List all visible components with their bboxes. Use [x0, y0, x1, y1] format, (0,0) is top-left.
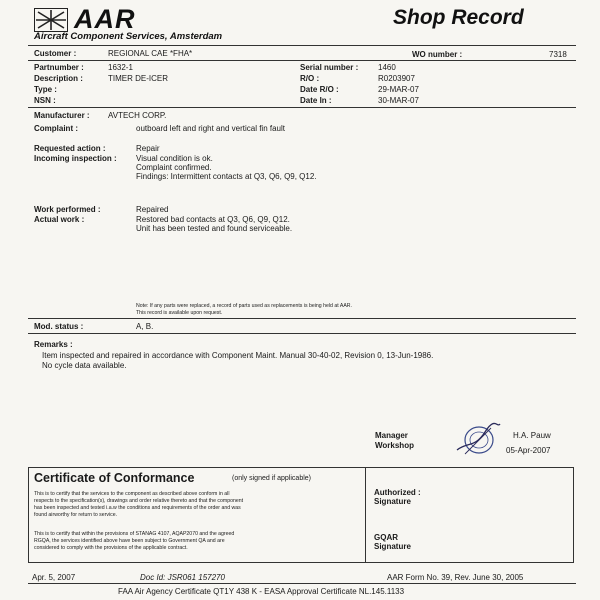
authorized-signature-label: Signature — [374, 497, 411, 506]
coc-para1-line: has been inspected and tested i.a.w the conditions and requirements of the order and was — [34, 505, 241, 511]
type-label: Type : — [34, 85, 57, 94]
mod-divider — [28, 333, 576, 334]
ro-label: R/O : — [300, 74, 320, 83]
footer-divider — [28, 583, 576, 584]
wo-value: 7318 — [549, 50, 567, 59]
incoming-line: Visual condition is ok. — [136, 154, 213, 163]
description-label: Description : — [34, 74, 83, 83]
ro-value: R0203907 — [378, 74, 415, 83]
actual-work-label: Actual work : — [34, 215, 85, 224]
customer-divider — [28, 60, 576, 61]
requested-action-label: Requested action : — [34, 144, 106, 153]
footer-form-number: AAR Form No. 39, Rev. June 30, 2005 — [387, 573, 524, 582]
workshop-label: Workshop — [375, 441, 414, 450]
parts-note-line: This record is available upon request. — [136, 310, 223, 316]
remarks-line: No cycle data available. — [42, 361, 127, 370]
header-divider — [28, 45, 576, 46]
manufacturer-label: Manufacturer : — [34, 111, 90, 120]
remarks-line: Item inspected and repaired in accordance with Component Maint. Manual 30-40-02, Revision 0, 13-Jun-1986. — [42, 351, 434, 360]
date-ro-label: Date R/O : — [300, 85, 339, 94]
work-performed-label: Work performed : — [34, 205, 101, 214]
aar-logo-icon — [34, 8, 68, 32]
coc-divider — [365, 467, 366, 563]
coc-para1-line: This is to certify that the services to the component as described above conform in all — [34, 491, 230, 497]
partnumber-value: 1632-1 — [108, 63, 133, 72]
parts-note-line: Note: If any parts were replaced, a record of parts used as replacements is being held at AAR. — [136, 303, 352, 309]
footer-date: Apr. 5, 2007 — [32, 573, 76, 582]
coc-title: Certificate of Conformance — [34, 471, 195, 485]
footer-certificate: FAA Air Agency Certificate QT1Y 438 K - EASA Approval Certificate NL.145.1133 — [118, 587, 405, 596]
actual-work-line: Restored bad contacts at Q3, Q6, Q9, Q12. — [136, 215, 290, 224]
incoming-line: Complaint confirmed. — [136, 163, 212, 172]
remarks-label: Remarks : — [34, 340, 73, 349]
requested-action-value: Repair — [136, 144, 160, 153]
wo-label: WO number : — [412, 50, 463, 59]
nsn-label: NSN : — [34, 96, 56, 105]
coc-para2-line: RGQA, the services identified above have been subject to Government QA and are — [34, 538, 225, 544]
serial-value: 1460 — [378, 63, 396, 72]
inspection-stamp-icon — [455, 420, 501, 460]
gqar-signature-label: Signature — [374, 542, 411, 551]
coc-para1-line: respects to the specification(s), drawings and order relative thereto and that the component — [34, 498, 244, 504]
mod-status-label: Mod. status : — [34, 322, 84, 331]
footer-doc-id: Doc Id: JSR061 157270 — [140, 573, 225, 582]
coc-para2-line: This is to certify that within the provisions of STANAG 4107, AQAP2070 and the agreed — [34, 531, 235, 537]
manager-label: Manager — [375, 431, 408, 440]
complaint-label: Complaint : — [34, 124, 78, 133]
serial-label: Serial number : — [300, 63, 359, 72]
note-divider — [28, 318, 576, 319]
actual-work-line: Unit has been tested and found serviceable. — [136, 224, 293, 233]
date-in-label: Date In : — [300, 96, 332, 105]
incoming-line: Findings: Intermittent contacts at Q3, Q6, Q9, Q12. — [136, 172, 317, 181]
company-logo: AAR — [74, 4, 136, 34]
signoff-date: 05-Apr-2007 — [506, 446, 551, 455]
coc-para1-line: found airworthy for return to service. — [34, 512, 118, 518]
manager-name: H.A. Pauw — [513, 431, 551, 440]
date-ro-value: 29-MAR-07 — [378, 85, 419, 94]
coc-note: (only signed if applicable) — [232, 475, 311, 482]
company-name: Aircraft Component Services, Amsterdam — [34, 31, 223, 42]
partnumber-label: Partnumber : — [34, 63, 84, 72]
authorized-label: Authorized : — [374, 488, 421, 497]
customer-label: Customer : — [34, 49, 77, 58]
work-performed-value: Repaired — [136, 205, 169, 214]
mod-status-value: A, B. — [136, 322, 154, 331]
customer-value: REGIONAL CAE *FHA* — [108, 49, 193, 58]
page-title: Shop Record — [393, 6, 524, 29]
description-value: TIMER DE-ICER — [108, 74, 168, 83]
incoming-inspection-label: Incoming inspection : — [34, 154, 117, 163]
coc-para2-line: considered to comply with the provisions of the applicable contract. — [34, 545, 188, 551]
gqar-label: GQAR — [374, 533, 398, 542]
partinfo-divider — [28, 107, 576, 108]
complaint-value: outboard left and right and vertical fin fault — [136, 124, 285, 133]
date-in-value: 30-MAR-07 — [378, 96, 419, 105]
manufacturer-value: AVTECH CORP. — [108, 111, 167, 120]
